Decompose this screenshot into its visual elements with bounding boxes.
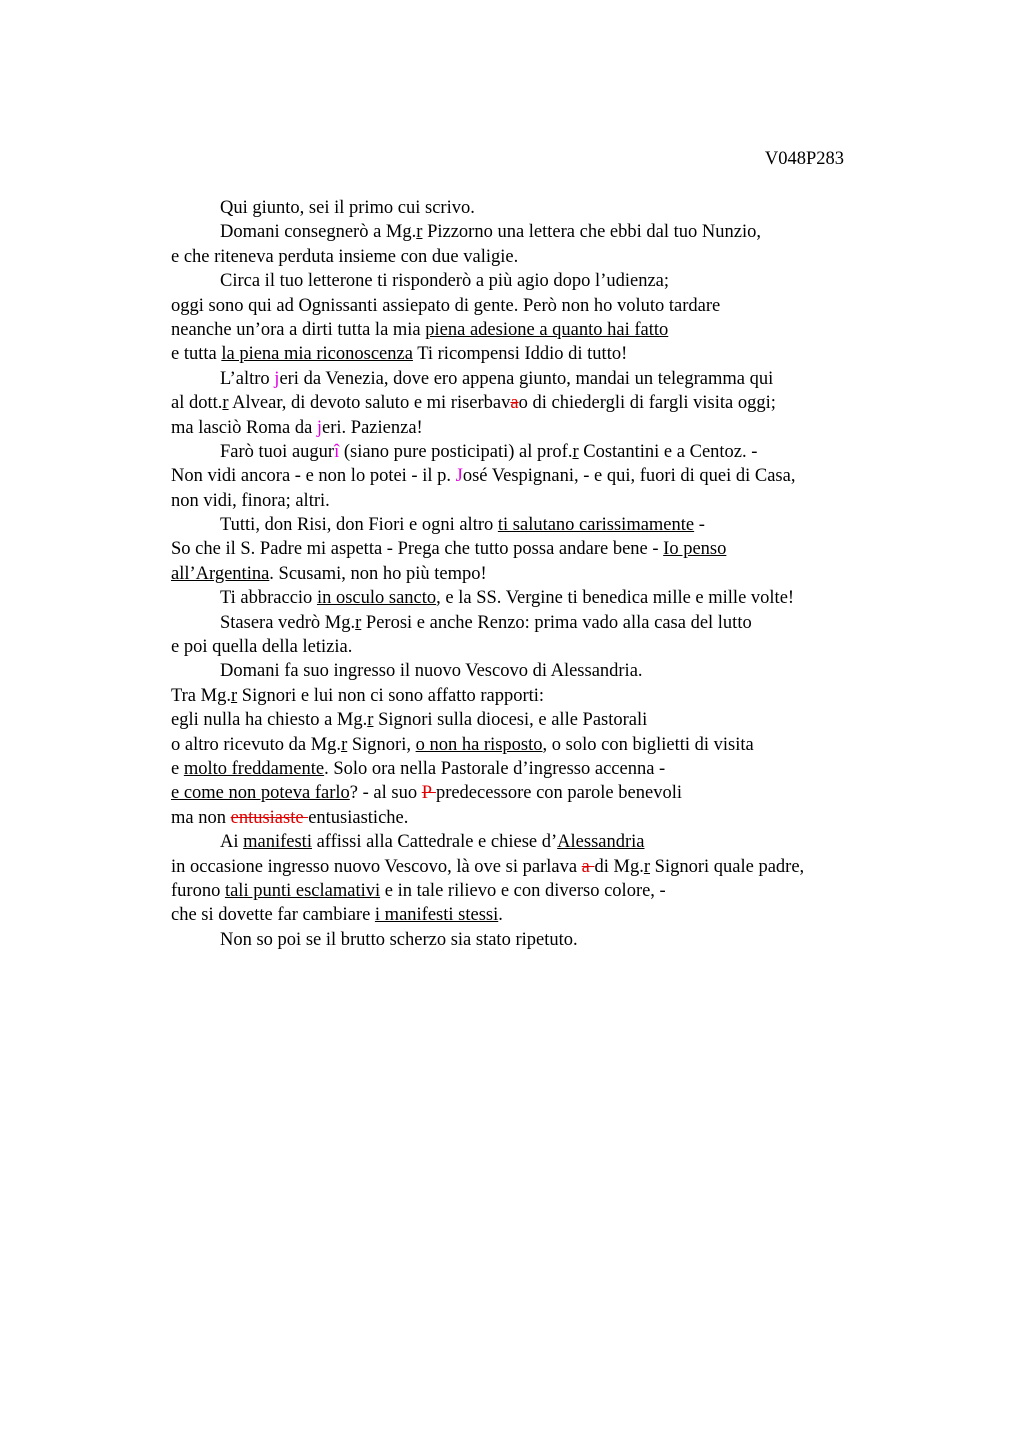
text-segment: Domani fa suo ingresso il nuovo Vescovo di Alessandria. [220,661,643,682]
text-segment: egli nulla ha chiesto a Mg. [171,710,368,731]
underlined-text: o non ha risposto [415,734,543,755]
text-segment: affissi alla Cattedrale e chiese d’ [311,832,558,853]
underlined-text: Alessandria [557,832,645,853]
text-segment: Circa il tuo letterone ti risponderò a più agio dopo l’udienza; [220,271,670,292]
deleted-text: entusiaste [230,807,309,828]
text-segment: Tra Mg. [171,685,231,706]
document-reference: V048P283 [764,149,844,169]
text-segment: Ai [220,832,244,853]
text-segment: Perosi e anche Renzo: prima vado alla casa del lutto [361,612,752,633]
deleted-text: a [510,393,519,414]
letter-body [171,196,911,952]
text-segment: . [498,905,503,926]
text-segment: ? - al suo [349,783,422,804]
text-line [171,537,911,561]
text-segment: ma non [171,807,231,828]
text-line [171,635,911,659]
text-line [171,928,911,952]
text-segment: So che il S. Padre mi aspetta - Prega che tutto possa andare bene - [171,539,664,560]
text-segment: furono [171,880,225,901]
text-segment: che si dovette far cambiare [171,905,375,926]
highlighted-letter: î [334,441,340,462]
underlined-text: molto freddamente [183,758,325,779]
text-segment: Alvear, di devoto saluto e mi riserbav [228,393,511,414]
text-line [171,440,911,464]
text-line [171,269,911,293]
text-line [171,586,911,610]
text-line [171,708,911,732]
text-line [171,733,911,757]
text-segment: Ti abbraccio [220,588,317,609]
text-line [171,903,911,927]
text-segment: Signori quale padre, [650,856,805,877]
text-line [171,342,911,366]
text-segment: e [171,758,184,779]
text-segment: Signori e lui non ci sono affatto rapporti: [237,685,545,706]
text-segment: Ti ricompensi Iddio di tutto! [412,344,628,365]
text-segment: e tutta [171,344,222,365]
text-line [171,659,911,683]
text-line [171,294,911,318]
text-line [171,391,911,415]
text-segment: predecessore con parole benevoli [435,783,682,804]
text-segment: e in tale rilievo e con diverso colore, - [380,880,666,901]
text-segment: di Mg. [594,856,644,877]
text-line [171,245,911,269]
text-segment: Qui giunto, sei il primo cui scrivo. [220,198,475,218]
text-segment: - [694,515,705,536]
underlined-text: la piena mia riconoscenza [221,344,413,365]
text-segment: o altro ricevuto da Mg. [171,734,342,755]
text-segment: . Scusami, non ho più tempo! [269,563,487,584]
text-line [171,855,911,879]
text-segment: Stasera vedrò Mg. [220,612,356,633]
underlined-text: e come non poteva farlo [171,783,350,804]
text-line [171,611,911,635]
underlined-text: r [367,710,374,731]
underlined-text: r [341,734,348,755]
text-segment: Costantini e a Centoz. - [578,441,758,462]
text-segment: entusiastiche. [308,807,409,828]
underlined-text: r [643,856,651,877]
text-line [171,684,911,708]
text-line [171,879,911,903]
deleted-text: a [581,856,595,877]
underlined-text: i manifesti stessi [374,905,499,926]
text-segment: neanche un’ora a dirti tutta la mia [171,319,426,340]
text-segment: eri. Pazienza! [322,417,423,438]
text-segment: , e la SS. Vergine ti benedica mille e mille volte! [436,588,795,609]
text-segment: . Solo ora nella Pastorale d’ingresso accenna - [324,758,666,779]
text-segment: e poi quella della letizia. [171,637,353,658]
underlined-text: r [572,441,579,462]
text-line [171,806,911,830]
text-segment: e che riteneva perduta insieme con due valigie. [171,246,519,267]
text-segment: al dott. [171,393,223,414]
underlined-text: piena adesione a quanto hai fatto [425,319,669,340]
text-segment: (siano pure posticipati) al prof. [339,441,573,462]
text-line [171,781,911,805]
underlined-text: ti salutano carissimamente [497,515,695,536]
underlined-text: r [230,685,238,706]
text-segment: osé Vespignani, - e qui, fuori di quei di Casa, [462,466,796,487]
text-line [171,513,911,537]
text-segment: oggi sono qui ad Ognissanti assiepato di gente. Però non ho voluto tardare [171,295,721,316]
underlined-text: all’Argentina [171,563,270,584]
underlined-text: r [355,612,362,633]
text-segment: eri da Venezia, dove ero appena giunto, mandai un telegramma qui [279,368,774,389]
underlined-text: Io penso [663,539,727,560]
text-segment: Non so poi se il brutto scherzo sia stato ripetuto. [220,929,578,950]
text-line [171,757,911,781]
text-line [171,367,911,391]
highlighted-letter: j [316,417,323,438]
text-segment: Domani consegnerò a Mg. [220,222,417,243]
text-line [171,464,911,488]
text-segment: o di chiedergli di fargli visita oggi; [518,393,776,414]
text-segment: ma lasciò Roma da [171,417,317,438]
text-segment: L’altro [220,368,275,389]
text-segment: , o solo con biglietti di visita [542,734,754,755]
underlined-text: r [222,393,229,414]
text-line [171,220,911,244]
underlined-text: in osculo sancto [316,588,437,609]
underlined-text: r [416,222,423,243]
deleted-text: P [421,783,436,804]
highlighted-letter: j [274,368,280,389]
text-segment: Tutti, don Risi, don Fiori e ogni altro [220,515,498,536]
text-segment: in occasione ingresso nuovo Vescovo, là ove si parlava [171,856,582,877]
text-line [171,318,911,342]
text-line [171,562,911,586]
text-segment: Farò tuoi augur [220,441,335,462]
text-segment: non vidi, finora; altri. [171,490,330,511]
text-segment: Non vidi ancora - e non lo potei - il p. [171,466,456,487]
underlined-text: manifesti [243,832,312,853]
highlighted-letter: J [455,466,463,487]
text-line [171,830,911,854]
text-line [171,416,911,440]
text-segment: Pizzorno una lettera che ebbi dal tuo Nunzio, [422,222,761,243]
text-segment: Signori sulla diocesi, e alle Pastorali [373,710,648,731]
text-segment: Signori, [347,734,416,755]
underlined-text: tali punti esclamativi [224,880,381,901]
text-line [171,489,911,513]
text-line [171,196,911,220]
